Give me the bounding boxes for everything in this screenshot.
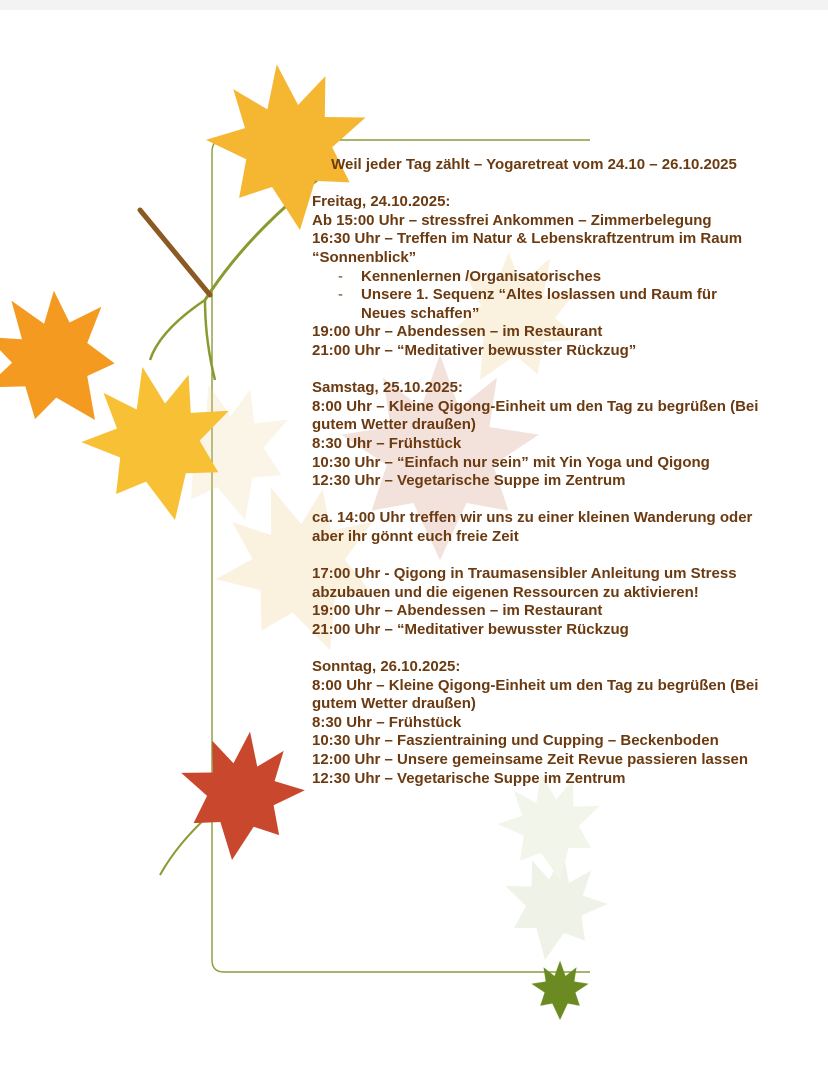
- schedule-line: 8:30 Uhr – Frühstück: [312, 434, 462, 452]
- schedule-line: 12:30 Uhr – Vegetarische Suppe im Zentrum: [312, 769, 626, 787]
- schedule-line: 10:30 Uhr – Faszientraining und Cupping – Beckenboden: [312, 732, 719, 750]
- schedule-line: 8:30 Uhr – Frühstück: [312, 713, 462, 731]
- schedule-line: 21:00 Uhr – “Meditativer bewusster Rückzug: [312, 620, 629, 638]
- bullet-text: Kennenlernen /Organisatorisches: [361, 267, 602, 285]
- schedule-line: 21:00 Uhr – “Meditativer bewusster Rückzug”: [312, 341, 637, 359]
- schedule-line: 12:30 Uhr – Vegetarische Suppe im Zentrum: [312, 472, 626, 490]
- schedule-line: Ab 15:00 Uhr – stressfrei Ankommen – Zimmerbelegung: [312, 211, 712, 229]
- day-heading-sunday: Sonntag, 26.10.2025:: [312, 658, 461, 676]
- bullet-text: Unsere 1. Sequenz “Altes loslassen und Raum für Neues schaffen”: [361, 286, 717, 322]
- retreat-schedule: [312, 156, 762, 788]
- schedule-line: 8:00 Uhr – Kleine Qigong-Einheit um den Tag zu begrüßen (Bei gutem Wetter draußen): [312, 397, 759, 434]
- day-heading-saturday: Samstag, 25.10.2025:: [312, 379, 463, 397]
- schedule-paragraph: ca. 14:00 Uhr treffen wir uns zu einer kleinen Wanderung oder aber ihr gönnt euch freie Zeit: [312, 509, 753, 545]
- schedule-line: 12:00 Uhr – Unsere gemeinsame Zeit Revue passieren lassen: [312, 751, 749, 768]
- bullet-dash-icon: -: [338, 286, 343, 304]
- schedule-line: 10:30 Uhr – “Einfach nur sein” mit Yin Yoga und Qigong: [312, 453, 710, 471]
- bullet-item: [338, 268, 762, 287]
- page-title: Weil jeder Tag zählt – Yogaretreat vom 24.10 – 26.10.2025: [331, 156, 737, 173]
- schedule-paragraph: 17:00 Uhr - Qigong in Traumasensibler Anleitung um Stress abzubauen und die eigenen Ressourcen zu aktivieren!: [312, 565, 737, 601]
- schedule-line: 16:30 Uhr – Treffen im Natur & Lebenskraftzentrum im Raum “Sonnenblick”: [312, 230, 743, 266]
- schedule-line: 19:00 Uhr – Abendessen – im Restaurant: [312, 602, 603, 620]
- bullet-item: [338, 286, 762, 323]
- day-heading-friday: Freitag, 24.10.2025:: [312, 193, 451, 211]
- schedule-line: 8:00 Uhr – Kleine Qigong-Einheit um den Tag zu begrüßen (Bei gutem Wetter draußen): [312, 676, 759, 713]
- bullet-dash-icon: -: [338, 267, 343, 285]
- schedule-line: 19:00 Uhr – Abendessen – im Restaurant: [312, 323, 603, 341]
